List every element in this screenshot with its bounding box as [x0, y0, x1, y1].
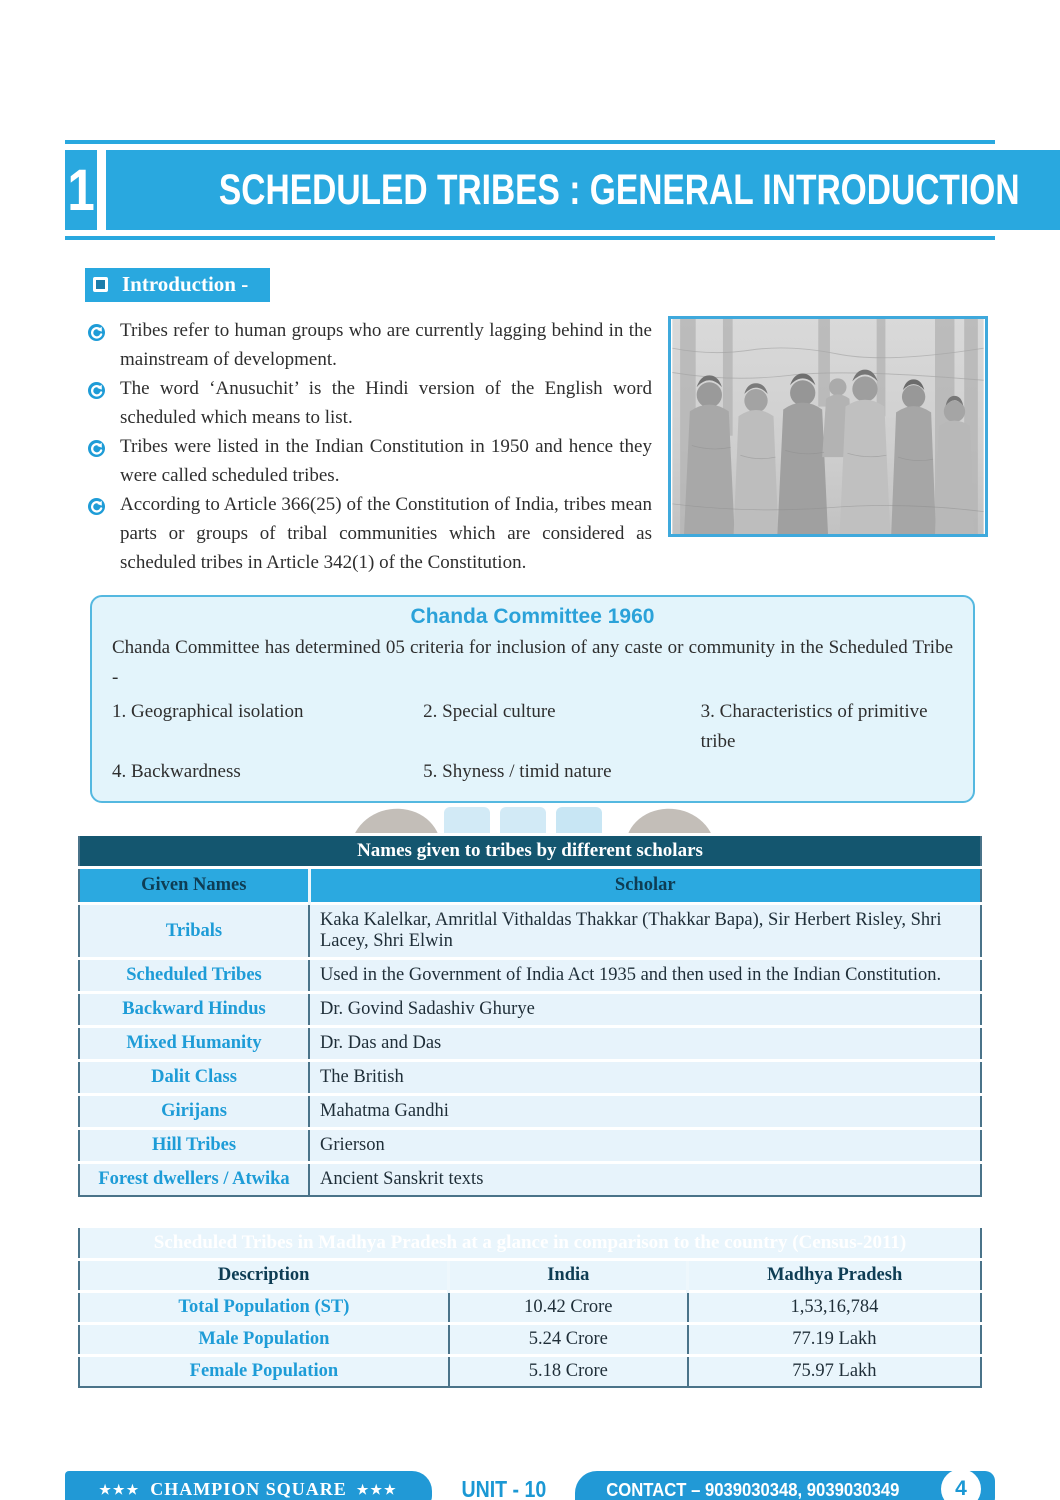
given-name-cell: Girijans	[79, 1095, 309, 1129]
census-table	[78, 1225, 982, 1388]
chapter-header	[65, 140, 1020, 240]
arrow-bullet-icon	[88, 495, 105, 512]
description-cell: Female Population	[79, 1356, 449, 1388]
table-row	[79, 1324, 981, 1356]
given-name-cell: Backward Hindus	[79, 993, 309, 1027]
table-title: Scheduled Tribes in Madhya Pradesh at a glance in comparison to the country (Census-2011)	[79, 1227, 981, 1260]
scholar-cell: Grierson	[309, 1129, 981, 1163]
chapter-number-box	[65, 150, 97, 230]
criterion: 2. Special culture	[423, 701, 556, 722]
table-header-row	[79, 868, 981, 904]
chanda-box-body: Chanda Committee has determined 05 criteria for inclusion of any caste or community in the Scheduled Tribe -	[112, 637, 953, 688]
table-row	[79, 1163, 981, 1197]
bottom-rule	[65, 236, 995, 240]
intro-bullet	[88, 490, 988, 577]
arrow-bullet-icon	[88, 437, 105, 454]
bullet-text: Tribes were listed in the Indian Constitution in 1950 and hence they were called scheduled tribes.	[120, 436, 652, 486]
intro-bullet	[88, 316, 988, 374]
contact-banner	[575, 1471, 995, 1500]
table-title: Names given to tribes by different scholars	[79, 835, 981, 868]
bullet-text: According to Article 366(25) of the Constitution of India, tribes mean parts or groups of tribal communities which are considered as scheduled tribes in Article 342(1) of the Constitution.	[120, 494, 652, 573]
intro-bullet	[88, 374, 988, 432]
table-row	[79, 959, 981, 993]
table-title-row	[79, 1227, 981, 1260]
scholar-cell: The British	[309, 1061, 981, 1095]
chapter-title: SCHEDULED TRIBES : GENERAL INTRODUCTION	[219, 165, 1020, 214]
given-name-cell: Dalit Class	[79, 1061, 309, 1095]
table-header-row	[79, 1260, 981, 1292]
column-header: Given Names	[79, 868, 309, 904]
table-row	[79, 1292, 981, 1324]
contact-text: CONTACT – 9039030348, 9039030349	[606, 1478, 900, 1500]
given-name-cell: Scheduled Tribes	[79, 959, 309, 993]
column-header: India	[449, 1260, 688, 1292]
criterion: 4. Backwardness	[112, 761, 241, 782]
criterion: 5. Shyness / timid nature	[423, 761, 612, 782]
table-row	[79, 1061, 981, 1095]
column-header: Scholar	[309, 868, 981, 904]
criterion: 1. Geographical isolation	[112, 701, 304, 722]
column-header: Description	[79, 1260, 449, 1292]
introduction-heading-label: Introduction -	[122, 272, 249, 296]
table-row	[79, 1129, 981, 1163]
given-name-cell: Forest dwellers / Atwika	[79, 1163, 309, 1197]
scholar-cell: Used in the Government of India Act 1935 and then used in the Indian Constitution.	[309, 959, 981, 993]
table-row	[79, 1027, 981, 1061]
table-row	[79, 1356, 981, 1388]
table-row	[79, 904, 981, 959]
criterion: 3. Characteristics of primitive tribe	[700, 701, 928, 752]
brand-banner	[65, 1471, 432, 1500]
table-row	[79, 993, 981, 1027]
page-number: 4	[955, 1477, 967, 1500]
mp-value-cell: 1,53,16,784	[688, 1292, 981, 1324]
table-title-row	[79, 835, 981, 868]
given-name-cell: Hill Tribes	[79, 1129, 309, 1163]
stars-left-icon: ★★★	[99, 1481, 141, 1497]
document-page	[0, 140, 1060, 1500]
scholar-cell: Kaka Kalelkar, Amritlal Vithaldas Thakkar (Thakkar Bapa), Sir Herbert Risley, Shri Lacey, Shri Elwin	[309, 904, 981, 959]
description-cell: Total Population (ST)	[79, 1292, 449, 1324]
brand-name: CHAMPION SQUARE	[150, 1479, 347, 1499]
india-value-cell: 5.24 Crore	[449, 1324, 688, 1356]
mp-value-cell: 75.97 Lakh	[688, 1356, 981, 1388]
page-number-badge	[941, 1469, 981, 1500]
scholar-cell: Ancient Sanskrit texts	[309, 1163, 981, 1197]
description-cell: Male Population	[79, 1324, 449, 1356]
scholar-cell: Dr. Govind Sadashiv Ghurye	[309, 993, 981, 1027]
given-name-cell: Mixed Humanity	[79, 1027, 309, 1061]
chapter-title-box	[106, 150, 1060, 230]
chapter-number: 1	[67, 157, 95, 223]
unit-label-box	[432, 1471, 575, 1500]
arrow-bullet-icon	[88, 379, 105, 396]
census-table-section	[78, 1225, 982, 1388]
india-value-cell: 10.42 Crore	[449, 1292, 688, 1324]
scholars-table	[78, 833, 982, 1197]
chanda-box-title: Chanda Committee 1960	[410, 605, 655, 628]
scholars-table-section	[78, 833, 982, 1197]
table-row	[79, 1095, 981, 1129]
scholar-cell: Dr. Das and Das	[309, 1027, 981, 1061]
india-value-cell: 5.18 Crore	[449, 1356, 688, 1388]
given-name-cell: Tribals	[79, 904, 309, 959]
arrow-bullet-icon	[88, 321, 105, 338]
chanda-criteria-list	[112, 697, 953, 787]
bullet-text: Tribes refer to human groups who are currently lagging behind in the mainstream of development.	[120, 320, 652, 370]
column-header: Madhya Pradesh	[688, 1260, 981, 1292]
introduction-section	[88, 316, 988, 577]
square-bullet-icon	[93, 277, 108, 292]
page-footer	[65, 1471, 995, 1500]
unit-label: UNIT - 10	[461, 1476, 546, 1500]
scholar-cell: Mahatma Gandhi	[309, 1095, 981, 1129]
chanda-committee-box	[90, 595, 975, 803]
champion-square-watermark	[348, 803, 718, 833]
introduction-heading	[85, 268, 270, 302]
intro-bullet	[88, 432, 988, 490]
bullet-text: The word ‘Anusuchit’ is the Hindi version of the English word scheduled which means to list.	[120, 378, 652, 428]
mp-value-cell: 77.19 Lakh	[688, 1324, 981, 1356]
stars-right-icon: ★★★	[356, 1481, 398, 1497]
top-rule	[65, 140, 995, 144]
